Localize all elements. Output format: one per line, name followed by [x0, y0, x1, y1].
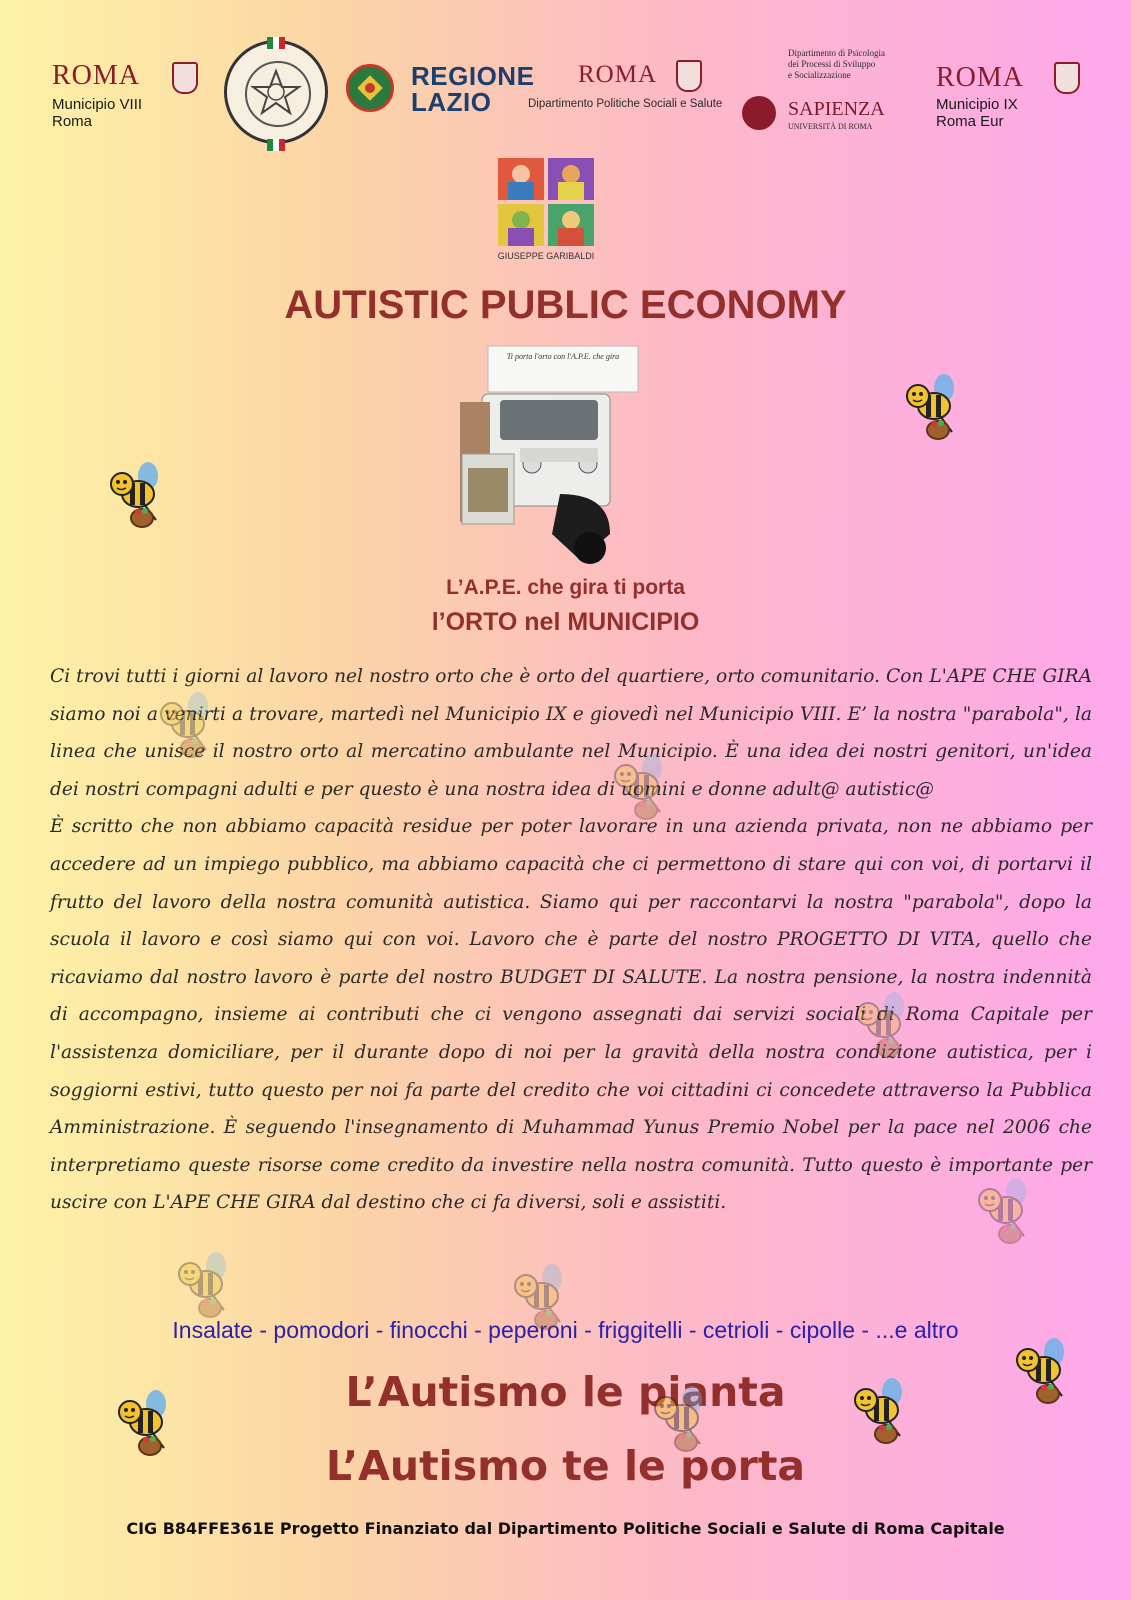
- cooperative-caption: GIUSEPPE GARIBALDI: [497, 251, 595, 261]
- roma-crest-icon: [172, 62, 198, 94]
- bee-icon: [608, 752, 672, 824]
- bee-icon: [850, 990, 914, 1062]
- vegetables-list: Insalate - pomodori - finocchi - peperoni - friggitelli - cetrioli - cipolle - ...e altro: [172, 1317, 959, 1343]
- logo-roma-municipio-viii: [52, 62, 202, 132]
- portrait-tile-green: [548, 204, 594, 246]
- italian-flag-bottom-icon: [267, 139, 285, 151]
- lazio-line2: LAZIO: [411, 87, 492, 117]
- portrait-tile-purple: [548, 158, 594, 200]
- ape-van-image: [460, 344, 640, 568]
- ape-caption-line2: l’ORTO nel MUNICIPIO: [431, 608, 700, 636]
- roma-ix-crest-icon: [1054, 62, 1080, 94]
- sapienza-dept-line2: dei Processi di Sviluppo: [788, 59, 876, 69]
- roma-wordmark: ROMA: [52, 60, 141, 91]
- portrait-tile-yellow: [498, 204, 544, 246]
- sapienza-seal-icon: [742, 96, 776, 130]
- sapienza-dept-line3: e Socializzazione: [788, 70, 851, 80]
- italian-flag-top-icon: [267, 37, 285, 49]
- municipio-city: Roma: [52, 113, 93, 130]
- portrait-tile-red: [498, 158, 544, 200]
- cooperative-garibaldi-logo: [498, 158, 594, 248]
- body-paragraph-1: Ci trovi tutti i giorni al lavoro nel nostro orto che è orto del quartiere, orto comunitario. Con L'APE CHE GIRA siamo noi a venirti a trovare, martedì nel Municipio IX e giovedì nel Municipio VIII. E’ la nostra "parabola", la linea che unisce il nostro orto al mercatino ambulante nel Municipio. È una idea dei nostri genitori, un'idea dei nostri compagni adulti e per questo è una nostra idea di uomini e donne adult@ autistic@: [50, 666, 1092, 800]
- ape-caption-line1: L’A.P.E. che gira ti porta: [446, 576, 685, 599]
- bee-icon: [1010, 1336, 1074, 1408]
- municipio-label: Municipio VIII: [52, 96, 143, 113]
- roma-ix-wordmark: ROMA: [936, 62, 1025, 93]
- municipio-ix-city: Roma Eur: [936, 113, 1004, 130]
- footer-funding: CIG B84FFE361E Progetto Finanziato dal Dipartimento Politiche Sociali e Salute di Roma Capitale: [126, 1519, 1005, 1538]
- sapienza-sub: UNIVERSITÀ DI ROMA: [788, 122, 873, 131]
- logo-roma-municipio-ix: [936, 62, 1086, 132]
- roma-dept-crest-icon: [676, 60, 702, 92]
- logo-sapienza: [742, 48, 922, 138]
- municipio-ix-label: Municipio IX: [936, 96, 1018, 113]
- body-paragraph-2: È scritto che non abbiamo capacità residue per poter lavorare in una azienda privata, non ne abbiamo per accedere ad un impiego pubblico, ma abbiamo capacità che ci permettono di stare qui con voi, di portarvi il frutto del lavoro della nostra comunità autistica. Siamo qui per raccontarvi la nostra "parabola", dopo la scuola il lavoro e così siamo qui con voi. Lavoro che è parte del nostro PROGETTO DI VITA, quello che ricaviamo dal nostro lavoro è parte del nostro BUDGET DI SALUTE. La nostra pensione, la nostra indennità di accompagno, insieme ai contributi che ci vengono assegnati dai servizi sociali di Roma Capitale per l'assistenza domiciliare, per il durante dopo di noi per la gravità della nostra condizione autistica, per i soggiorni estivi, tutto questo per noi fa parte del credito che voi cittadini ci concedete attraverso la Pubblica Amministrazione. È seguendo l'insegnamento di Muhammad Yunus Premio Nobel per la pace nel 2006 che interpretiamo queste risorse come credito da investire nella nostra comunità. Tutto questo è importante per uscire con L'APE CHE GIRA dal destino che ci fa diversi, soli e assistiti.: [50, 816, 1092, 1214]
- bee-icon: [172, 1250, 236, 1322]
- sapienza-name: SAPIENZA: [788, 98, 885, 120]
- bee-icon: [848, 1376, 912, 1448]
- bee-icon: [104, 460, 168, 532]
- lazio-line1: REGIONE: [411, 61, 535, 91]
- lazio-emblem-icon: [346, 64, 394, 112]
- van-sign-text: Ti porta l'orto con l'A.P.E. che gira: [506, 352, 620, 361]
- sapienza-dept-line1: Dipartimento di Psicologia: [788, 48, 885, 58]
- slogan-line2: L’Autismo te le porta: [325, 1442, 806, 1490]
- logo-regione-lazio: [346, 62, 536, 122]
- seal-emblem: [245, 61, 311, 127]
- bee-icon: [900, 372, 964, 444]
- bee-icon: [648, 1384, 712, 1456]
- bee-icon: [508, 1262, 572, 1334]
- bee-icon: [154, 690, 218, 762]
- roma-dept-sub: Dipartimento Politiche Sociali e Salute: [528, 98, 723, 110]
- bee-icon: [972, 1176, 1036, 1248]
- slogan-line1: L’Autismo le pianta: [345, 1368, 786, 1416]
- roma-dept-wordmark: ROMA: [578, 61, 658, 88]
- bee-icon: [112, 1388, 176, 1460]
- palazzo-chigi-seal-icon: [224, 40, 328, 144]
- page-title: AUTISTIC PUBLIC ECONOMY: [284, 283, 847, 327]
- logo-roma-dipartimento: [528, 60, 738, 120]
